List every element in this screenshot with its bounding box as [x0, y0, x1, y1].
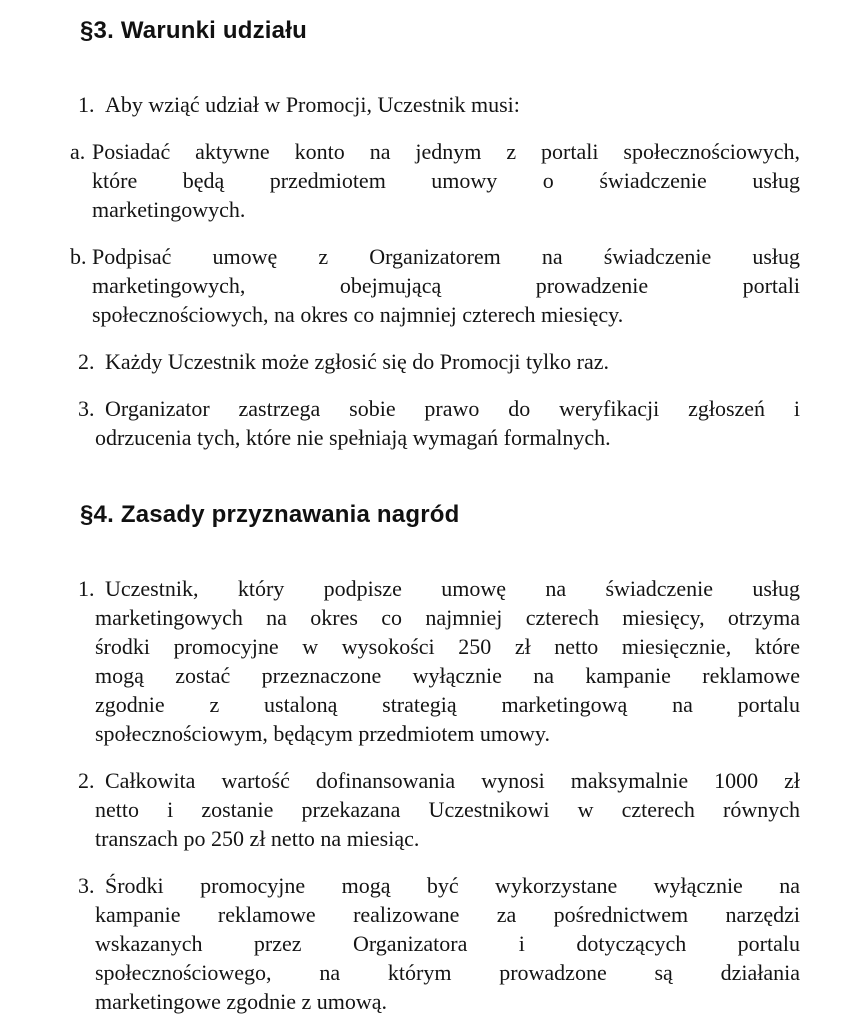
item-marker: a.	[70, 139, 86, 164]
text-line: społecznościowym, będącym przedmiotem umowy.	[95, 721, 550, 746]
text-line: transzach po 250 zł netto na miesiąc.	[95, 826, 420, 851]
list-item	[78, 347, 800, 376]
list-item	[78, 871, 800, 1016]
text-line: Środki promocyjne mogą być wykorzystane wyłącznie na	[105, 873, 800, 898]
item-marker: 3.	[78, 396, 95, 421]
text-line: zgodnie z ustaloną strategią marketingową na portalu	[95, 692, 800, 717]
text-line: marketingowe zgodnie z umową.	[95, 989, 388, 1014]
item-marker: 2.	[78, 349, 95, 374]
text-line: marketingowych na okres co najmniej czterech miesięcy, otrzyma	[95, 605, 800, 630]
text-line: kampanie reklamowe realizowane za pośrednictwem narzędzi	[95, 902, 800, 927]
section-warunki-udzialu	[0, 16, 856, 452]
text-line: Posiadać aktywne konto na jednym z portali społecznościowych,	[92, 139, 800, 164]
list-item	[78, 766, 800, 853]
text-line: mogą zostać przeznaczone wyłącznie na kampanie reklamowe	[95, 663, 800, 688]
list-item	[78, 574, 800, 748]
item-marker: 1.	[78, 92, 95, 117]
text-line: społecznościowego, na którym prowadzone są działania	[95, 960, 800, 985]
text-line: Uczestnik, który podpisze umowę na świadczenie usług	[105, 576, 800, 601]
item-marker: b.	[70, 244, 87, 269]
list-item	[70, 137, 800, 224]
text-line: wskazanych przez Organizatora i dotyczących portalu	[95, 931, 800, 956]
text-line: Całkowita wartość dofinansowania wynosi maksymalnie 1000 zł	[105, 768, 800, 793]
text-line: odrzucenia tych, które nie spełniają wymagań formalnych.	[95, 425, 611, 450]
list-item	[70, 242, 800, 329]
text-line: Podpisać umowę z Organizatorem na świadczenie usług	[92, 244, 800, 269]
text-line: społecznościowych, na okres co najmniej czterech miesięcy.	[92, 302, 624, 327]
text-line: marketingowych.	[92, 197, 246, 222]
item-marker: 3.	[78, 873, 95, 898]
text-line: które będą przedmiotem umowy o świadczenie usług	[92, 168, 800, 193]
text-line: Aby wziąć udział w Promocji, Uczestnik musi:	[105, 92, 520, 117]
section-zasady-nagrod	[0, 500, 856, 1016]
text-line: środki promocyjne w wysokości 250 zł netto miesięcznie, które	[95, 634, 800, 659]
item-marker: 1.	[78, 576, 95, 601]
section-heading: §3. Warunki udziału	[80, 17, 307, 44]
text-line: netto i zostanie przekazana Uczestnikowi w czterech równych	[95, 797, 800, 822]
list-item	[78, 394, 800, 452]
text-line: Organizator zastrzega sobie prawo do weryfikacji zgłoszeń i	[105, 396, 800, 421]
list-item	[78, 90, 800, 119]
text-line: marketingowych, obejmującą prowadzenie portali	[92, 273, 800, 298]
text-line: Każdy Uczestnik może zgłosić się do Promocji tylko raz.	[105, 349, 610, 374]
item-marker: 2.	[78, 768, 95, 793]
section-heading: §4. Zasady przyznawania nagród	[80, 501, 460, 528]
